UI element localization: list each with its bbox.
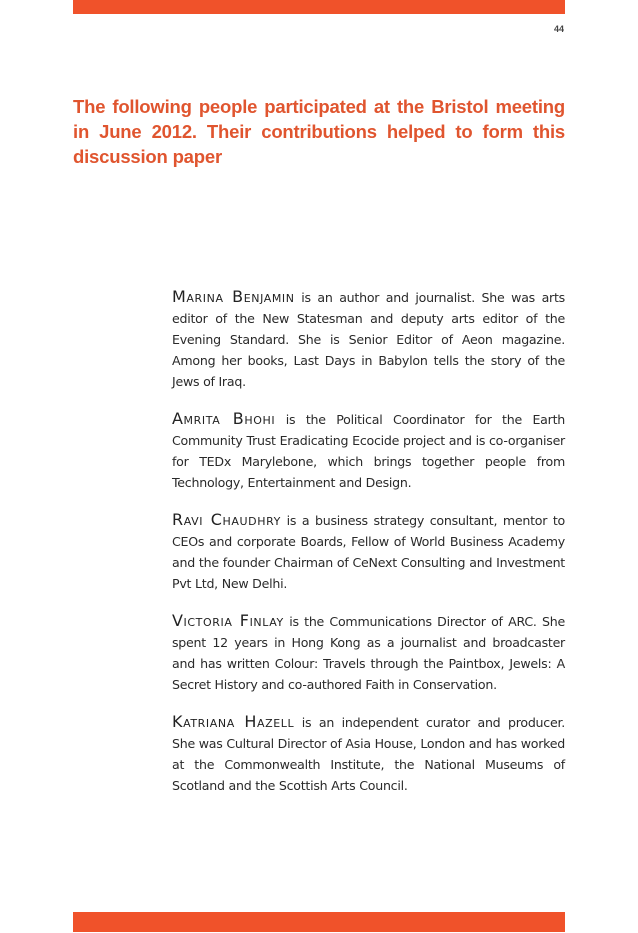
bio-name: Amrita Bhohi [172,409,276,428]
bio-ravi-chaudhry [172,509,565,594]
bio-text: is the Political Coordinator for the Earth Community Trust Eradicating Ecocide project and is co-organiser for TEDx Marylebone, which brings together people from Technology, Entertainment and Design. [172,412,565,490]
bottom-accent-bar [73,912,565,932]
bio-katriana-hazell [172,711,565,796]
bio-victoria-finlay [172,610,565,695]
page-number: 44 [553,24,564,34]
bio-text: is an author and journalist. She was arts editor of the New Statesman and deputy arts editor of the Evening Standard. She is Senior Editor of Aeon magazine. Among her books, Last Days in Babylon tells the story of the Jews of Iraq. [172,290,565,389]
bio-amrita-bhohi [172,408,565,493]
bio-name: Katriana Hazell [172,712,295,731]
bio-name: Victoria Finlay [172,611,284,630]
bio-text: is the Communications Director of ARC. She spent 12 years in Hong Kong as a journalist and broadcaster and has written Colour: Travels through the Paintbox, Jewels: A Secret History and co-authored Faith in Conservation. [172,614,566,692]
bio-name: Ravi Chaudhry [172,510,281,529]
bio-text: is a business strategy consultant, mentor to CEOs and corporate Boards, Fellow of World Business Academy and the founder Chairman of CeNext Consulting and Investment Pvt Ltd, New Delhi. [172,513,565,591]
bio-text: is an independent curator and producer. She was Cultural Director of Asia House, London and has worked at the Commonwealth Institute, the National Museums of Scotland and the Scottish Arts Council. [172,715,565,793]
bio-marina-benjamin [172,286,565,392]
top-accent-bar [73,0,565,14]
participant-bios [172,286,565,812]
bio-name: Marina Benjamin [172,287,295,306]
page-heading: The following people participated at the Bristol meeting in June 2012. Their contributions helped to form this discussion paper [73,96,565,167]
